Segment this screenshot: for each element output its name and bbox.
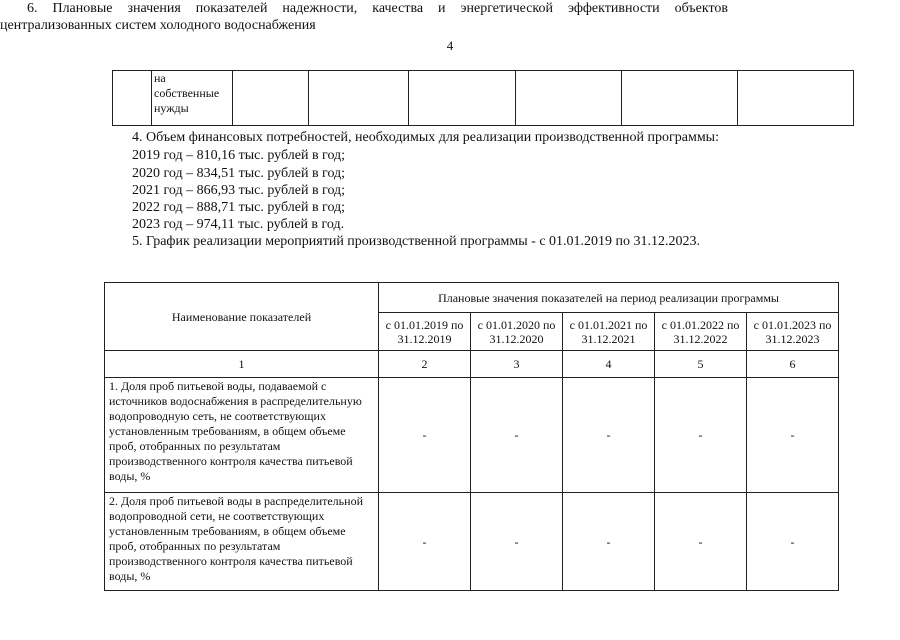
value-cell: - bbox=[379, 493, 471, 591]
paragraph-5: 5. График реализации мероприятий производственной программы - с 01.01.2019 по 31.12.2023. bbox=[132, 234, 701, 249]
funding-line: 2019 год – 810,16 тыс. рублей в год; bbox=[132, 148, 346, 163]
table-cell bbox=[309, 71, 409, 126]
table-row bbox=[105, 378, 839, 493]
table-cell bbox=[622, 71, 738, 126]
indicator-header: Наименование показателей bbox=[105, 283, 379, 351]
top-table-fragment bbox=[112, 70, 854, 126]
funding-line: 2020 год – 834,51 тыс. рублей в год; bbox=[132, 166, 346, 181]
value-cell: - bbox=[563, 493, 655, 591]
indicators-table bbox=[104, 282, 839, 591]
value-cell: - bbox=[655, 493, 747, 591]
period-header: Плановые значения показателей на период реализации программы bbox=[379, 283, 839, 313]
page-number: 4 bbox=[446, 38, 454, 53]
value-cell: - bbox=[563, 378, 655, 493]
value-cell: - bbox=[655, 378, 747, 493]
table-header-row bbox=[105, 283, 839, 313]
value-cell: - bbox=[379, 378, 471, 493]
value-cell: - bbox=[747, 378, 839, 493]
column-number: 6 bbox=[747, 351, 839, 378]
column-number: 2 bbox=[379, 351, 471, 378]
funding-line: 2021 год – 866,93 тыс. рублей в год; bbox=[132, 183, 346, 198]
table-cell bbox=[233, 71, 309, 126]
paragraph-6: 6. Плановые значения показателей надежности, качества и энергетической эффективности объектов централизованных систем холодного водоснабжения bbox=[0, 1, 728, 33]
table-row bbox=[105, 493, 839, 591]
value-cell: - bbox=[471, 378, 563, 493]
period-cell: с 01.01.2022 по 31.12.2022 bbox=[655, 313, 747, 351]
table-cell bbox=[113, 71, 152, 126]
period-cell: с 01.01.2023 по 31.12.2023 bbox=[747, 313, 839, 351]
indicator-name: 2. Доля проб питьевой воды в распределительной водопроводной сети, не соответствующих установленным требованиям, в общем объеме проб, отобранных по результатам производственного контроля качества питьевой воды, % bbox=[105, 493, 379, 591]
column-number: 4 bbox=[563, 351, 655, 378]
cell-text: собственные bbox=[154, 86, 220, 100]
value-cell: - bbox=[747, 493, 839, 591]
period-cell: с 01.01.2019 по 31.12.2019 bbox=[379, 313, 471, 351]
column-number: 1 bbox=[105, 351, 379, 378]
column-number: 5 bbox=[655, 351, 747, 378]
indicator-name: 1. Доля проб питьевой воды, подаваемой с источников водоснабжения в распределительную водопроводную сеть, не соответствующих установленным требованиям, в общем объеме проб, отобранных по результатам производственного контроля качества питьевой воды, % bbox=[105, 378, 379, 493]
table-cell bbox=[738, 71, 854, 126]
table-cell bbox=[516, 71, 622, 126]
period-cell: с 01.01.2020 по 31.12.2020 bbox=[471, 313, 563, 351]
cell-text: на bbox=[154, 71, 166, 85]
value-cell: - bbox=[471, 493, 563, 591]
column-number: 3 bbox=[471, 351, 563, 378]
table-cell bbox=[409, 71, 516, 126]
table-cell bbox=[152, 71, 233, 126]
table-row bbox=[113, 71, 854, 126]
paragraph-4-heading: 4. Объем финансовых потребностей, необходимых для реализации производственной программы: bbox=[132, 130, 719, 145]
cell-text: нужды bbox=[154, 101, 189, 115]
column-number-row bbox=[105, 351, 839, 378]
funding-line: 2023 год – 974,11 тыс. рублей в год. bbox=[132, 217, 345, 232]
funding-line: 2022 год – 888,71 тыс. рублей в год; bbox=[132, 200, 346, 215]
period-cell: с 01.01.2021 по 31.12.2021 bbox=[563, 313, 655, 351]
